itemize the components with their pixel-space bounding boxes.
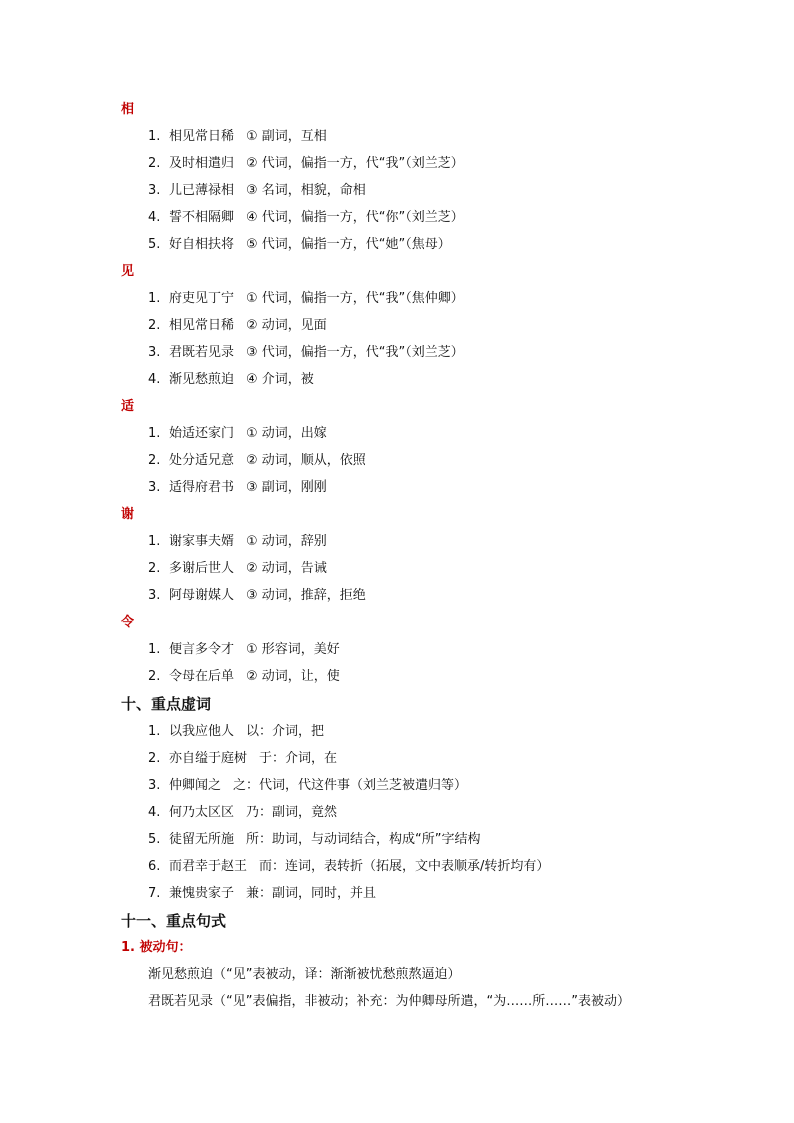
example-sentence: 君既若见录（“见”表偏指，非被动；补充：为仲卿母所遣，“为……所……”表被动） bbox=[148, 994, 630, 1009]
item-phrase: 渐见愁煎迫 bbox=[169, 372, 235, 387]
item-number: 2. bbox=[148, 669, 161, 684]
item-meaning: ① 动词，出嫁 bbox=[246, 426, 327, 441]
item-meaning: ① 代词，偏指一方，代“我”（焦仲卿） bbox=[246, 291, 464, 306]
item-number: 4. bbox=[148, 210, 161, 225]
list-item bbox=[148, 290, 464, 308]
item-number: 3. bbox=[148, 345, 161, 360]
item-number: 3. bbox=[148, 588, 161, 603]
list-item bbox=[148, 885, 376, 903]
item-number: 1. bbox=[148, 129, 161, 144]
list-item bbox=[148, 209, 464, 227]
item-phrase: 而君幸于赵王 bbox=[169, 859, 248, 874]
item-number: 3. bbox=[148, 183, 161, 198]
item-number: 2. bbox=[148, 156, 161, 171]
list-item bbox=[148, 128, 327, 146]
char-heading-xiang: 相 bbox=[121, 102, 135, 117]
item-meaning: ① 动词，辞别 bbox=[246, 534, 327, 549]
item-meaning: 而：连词，表转折（拓展，文中表顺承/转折均有） bbox=[259, 859, 550, 874]
item-meaning: 乃：副词，竟然 bbox=[246, 805, 338, 820]
item-meaning: ② 代词，偏指一方，代“我”（刘兰芝） bbox=[246, 156, 464, 171]
item-phrase: 好自相扶将 bbox=[169, 237, 235, 252]
item-phrase: 阿母谢媒人 bbox=[169, 588, 235, 603]
list-item bbox=[148, 236, 451, 254]
item-phrase: 便言多令才 bbox=[169, 642, 235, 657]
list-item bbox=[148, 317, 327, 335]
list-item bbox=[148, 533, 327, 551]
item-phrase: 亦自缢于庭树 bbox=[169, 751, 248, 766]
item-phrase: 适得府君书 bbox=[169, 480, 235, 495]
item-meaning: ③ 副词，刚刚 bbox=[246, 480, 327, 495]
list-item bbox=[148, 344, 464, 362]
list-item bbox=[148, 750, 337, 768]
list-item bbox=[148, 668, 340, 686]
item-phrase: 始适还家门 bbox=[169, 426, 235, 441]
item-number: 7. bbox=[148, 886, 161, 901]
item-phrase: 府吏见丁宁 bbox=[169, 291, 235, 306]
char-heading-jian: 见 bbox=[121, 264, 135, 279]
item-phrase: 徒留无所施 bbox=[169, 832, 235, 847]
section-heading-xuci: 十、重点虚词 bbox=[121, 695, 212, 713]
list-item bbox=[148, 560, 327, 578]
item-meaning: ③ 名词，相貌，命相 bbox=[246, 183, 366, 198]
list-item bbox=[148, 155, 464, 173]
item-number: 1. bbox=[148, 724, 161, 739]
item-phrase: 令母在后单 bbox=[169, 669, 235, 684]
item-number: 5. bbox=[148, 237, 161, 252]
list-item bbox=[148, 452, 366, 470]
list-item bbox=[148, 479, 327, 497]
item-phrase: 多谢后世人 bbox=[169, 561, 235, 576]
item-phrase: 及时相遣归 bbox=[169, 156, 235, 171]
item-number: 5. bbox=[148, 832, 161, 847]
item-phrase: 兼愧贵家子 bbox=[169, 886, 235, 901]
item-meaning: ① 形容词，美好 bbox=[246, 642, 340, 657]
item-number: 4. bbox=[148, 372, 161, 387]
item-number: 1. bbox=[148, 642, 161, 657]
item-meaning: 以：介词，把 bbox=[246, 724, 325, 739]
item-number: 2. bbox=[148, 561, 161, 576]
item-number: 3. bbox=[148, 480, 161, 495]
char-heading-shi: 适 bbox=[121, 399, 135, 414]
item-number: 2. bbox=[148, 751, 161, 766]
item-meaning: ② 动词，告诫 bbox=[246, 561, 327, 576]
item-meaning: ⑤ 代词，偏指一方，代“她”（焦母） bbox=[246, 237, 451, 252]
item-phrase: 以我应他人 bbox=[169, 724, 235, 739]
item-number: 6. bbox=[148, 859, 161, 874]
list-item bbox=[148, 804, 337, 822]
subheading-passive: 1. 被动句： bbox=[121, 940, 192, 955]
item-number: 2. bbox=[148, 318, 161, 333]
item-meaning: ④ 代词，偏指一方，代“你”（刘兰芝） bbox=[246, 210, 464, 225]
list-item bbox=[148, 182, 366, 200]
list-item bbox=[148, 425, 327, 443]
item-phrase: 相见常日稀 bbox=[169, 318, 235, 333]
item-meaning: ① 副词，互相 bbox=[246, 129, 327, 144]
item-number: 1. bbox=[148, 426, 161, 441]
list-item bbox=[148, 777, 467, 795]
item-phrase: 何乃太区区 bbox=[169, 805, 235, 820]
list-item bbox=[148, 831, 481, 849]
item-number: 1. bbox=[148, 534, 161, 549]
item-meaning: 所：助词，与动词结合，构成“所”字结构 bbox=[246, 832, 481, 847]
item-phrase: 谢家事夫婿 bbox=[169, 534, 235, 549]
item-meaning: 于：介词，在 bbox=[259, 751, 338, 766]
item-phrase: 誓不相隔卿 bbox=[169, 210, 235, 225]
item-meaning: 兼：副词，同时，并且 bbox=[246, 886, 377, 901]
item-phrase: 君既若见录 bbox=[169, 345, 235, 360]
item-number: 2. bbox=[148, 453, 161, 468]
list-item bbox=[148, 641, 340, 659]
item-phrase: 儿已薄禄相 bbox=[169, 183, 235, 198]
char-heading-ling: 令 bbox=[121, 615, 135, 630]
item-phrase: 处分适兄意 bbox=[169, 453, 235, 468]
item-meaning: ② 动词，让，使 bbox=[246, 669, 340, 684]
char-heading-xie: 谢 bbox=[121, 507, 135, 522]
list-item bbox=[148, 371, 314, 389]
list-item bbox=[148, 723, 324, 741]
item-meaning: 之：代词，代这件事（刘兰芝被遣归等） bbox=[233, 778, 468, 793]
item-number: 4. bbox=[148, 805, 161, 820]
section-heading-jushi: 十一、重点句式 bbox=[121, 912, 227, 930]
item-meaning: ③ 代词，偏指一方，代“我”（刘兰芝） bbox=[246, 345, 464, 360]
example-sentence: 渐见愁煎迫（“见”表被动，译：渐渐被忧愁煎熬逼迫） bbox=[148, 967, 461, 982]
item-number: 1. bbox=[148, 291, 161, 306]
item-meaning: ③ 动词，推辞，拒绝 bbox=[246, 588, 366, 603]
item-phrase: 相见常日稀 bbox=[169, 129, 235, 144]
item-phrase: 仲卿闻之 bbox=[169, 778, 222, 793]
item-number: 3. bbox=[148, 778, 161, 793]
list-item bbox=[148, 858, 549, 876]
item-meaning: ② 动词，顺从，依照 bbox=[246, 453, 366, 468]
item-meaning: ④ 介词，被 bbox=[246, 372, 314, 387]
item-meaning: ② 动词，见面 bbox=[246, 318, 327, 333]
list-item bbox=[148, 587, 366, 605]
